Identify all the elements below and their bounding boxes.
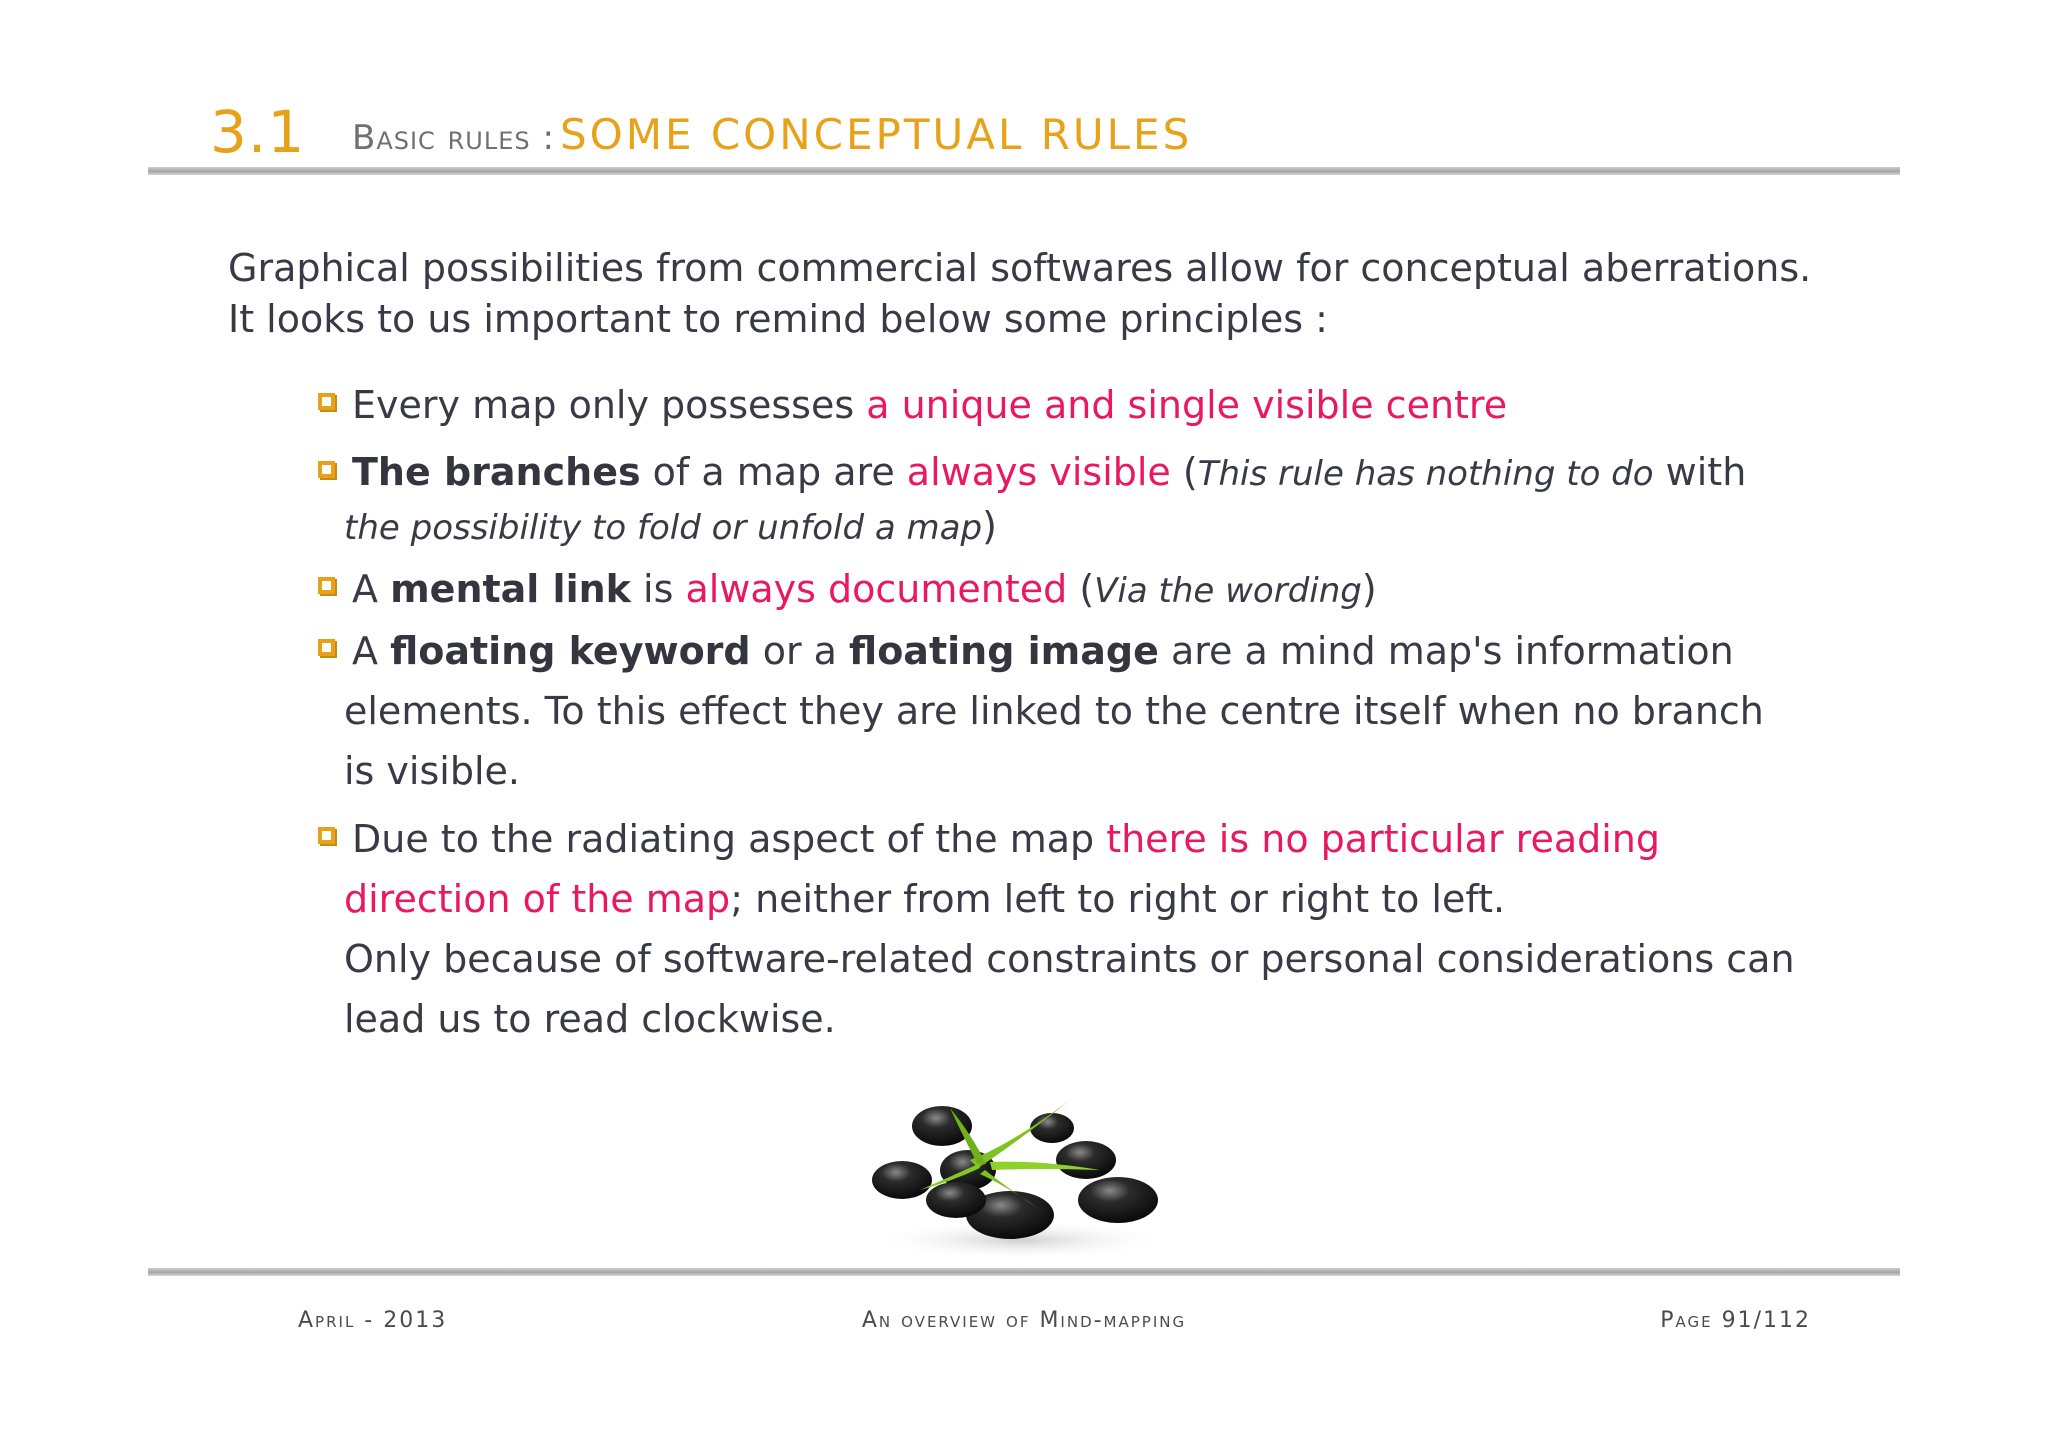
bullet-text: or a [750,629,850,673]
checkbox-bullet-icon [318,393,335,410]
list-item [318,809,1858,1049]
bullet-text: ( [1170,450,1198,494]
principles-list [318,375,1858,1049]
bullet-text: A [352,629,391,673]
intro-paragraph [228,243,1908,345]
italic-text: Via the wording [1094,571,1362,611]
bullet-line: is visible. [344,749,520,793]
bullet-text: of a map are [640,450,907,494]
header-divider [148,167,1900,175]
highlight-text: a unique and single visible centre [866,383,1508,427]
bullet-line [352,559,1858,621]
checkbox-bullet-icon [318,639,335,656]
page-title [352,110,1192,159]
intro-line: It looks to us important to remind below some principles : [228,297,1328,341]
bullet-line [352,621,1858,681]
bold-text: The branches [352,450,641,494]
bullet-text: Due to the radiating aspect of the map [352,817,1107,861]
checkbox-bullet-icon [318,577,335,594]
section-number: 3.1 [210,98,306,166]
bullet-line [352,809,1858,869]
title-prefix: Basic rules : [352,118,555,158]
zen-stones-bamboo-image [860,1090,1180,1260]
list-item [318,559,1858,621]
list-item [318,621,1858,801]
bold-text: floating image [849,629,1159,673]
highlight-text: there is no particular reading [1106,817,1661,861]
bullet-text: with [1653,450,1747,494]
bold-text: mental link [390,567,631,611]
title-main: SOME CONCEPTUAL RULES [560,110,1193,159]
bullet-line [344,869,1858,929]
spacer [318,435,1858,443]
bullet-text: is [630,567,686,611]
spacer [318,801,1858,809]
spacer [318,551,1858,559]
bullet-line [352,443,1858,503]
bullet-line: Only because of software-related constraints or personal considerations can [344,937,1795,981]
highlight-text: direction of the map [344,877,731,921]
bullet-text: A [352,567,391,611]
footer-title: An overview of Mind-mapping [861,1308,1187,1333]
bullet-text: Every map only possesses [352,383,867,427]
bullet-text: ; neither from left to right or right to left. [730,877,1506,921]
bullet-text: are a mind map's information [1158,629,1734,673]
footer-page-number: Page 91/112 [1660,1308,1811,1333]
bullet-line [344,503,1858,551]
highlight-text: always documented [685,567,1068,611]
bullet-text: ) [1361,567,1377,611]
list-item [318,375,1858,435]
bold-text: floating keyword [390,629,751,673]
highlight-text: always visible [906,450,1171,494]
bullet-text: ) [982,504,997,548]
italic-text: the possibility to fold or unfold a map [344,508,983,548]
bullet-line: lead us to read clockwise. [344,997,836,1041]
italic-text: This rule has nothing to do [1197,454,1654,494]
intro-line: Graphical possibilities from commercial softwares allow for conceptual aberrations. [228,246,1812,290]
bullet-text: ( [1067,567,1095,611]
bullet-line: elements. To this effect they are linked to the centre itself when no branch [344,689,1764,733]
checkbox-bullet-icon [318,461,335,478]
checkbox-bullet-icon [318,827,335,844]
list-item [318,443,1858,551]
footer-divider [148,1268,1900,1276]
bullet-line [352,375,1858,435]
footer-date: April - 2013 [298,1308,448,1333]
